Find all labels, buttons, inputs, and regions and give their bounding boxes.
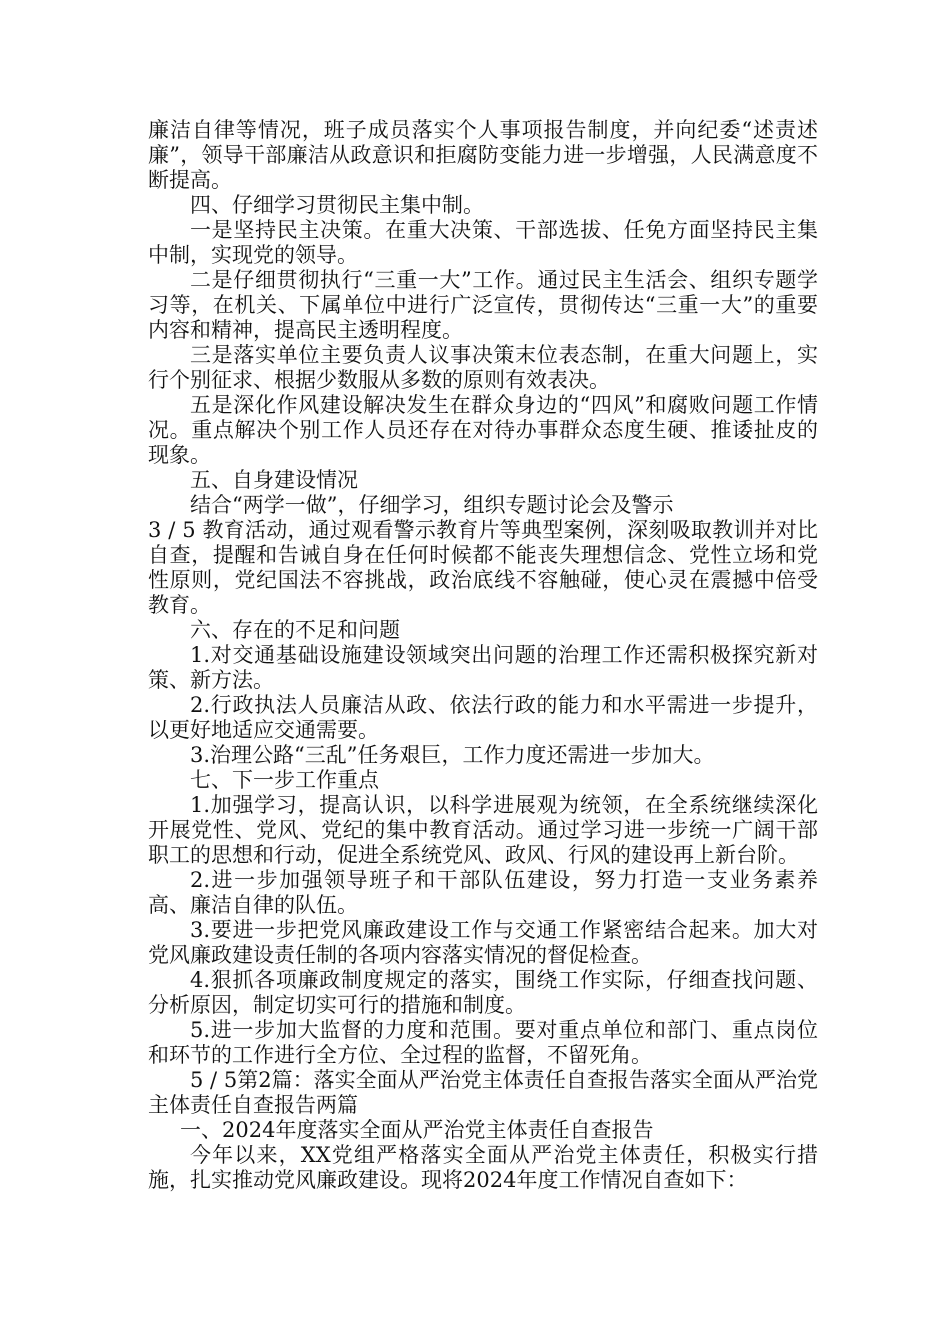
paragraph: 一是坚持民主决策。在重大决策、干部选拔、任免方面坚持民主集中制，实现党的领导。: [148, 218, 818, 267]
list-item: 5.进一步加大监督的力度和范围。要对重点单位和部门、重点岗位和环节的工作进行全方位、全过程的监督，不留死角。: [148, 1018, 818, 1067]
paragraph: 今年以来，XX党组严格落实全面从严治党主体责任，积极实行措施，扎实推动党风廉政建设。现将2024年度工作情况自查如下：: [148, 1143, 818, 1192]
list-item: 3.治理公路“三乱”任务艰巨，工作力度还需进一步加大。: [190, 743, 715, 767]
paragraph: 三是落实单位主要负责人议事决策末位表态制，在重大问题上，实行个别征求、根据少数服从多数的原则有效表决。: [148, 343, 818, 392]
document-body: [148, 118, 818, 1193]
section-heading: 七、下一步工作重点: [190, 768, 379, 792]
paragraph: 3 / 5 教育活动，通过观看警示教育片等典型案例，深刻吸取教训并对比自查，提醒和告诫自身在任何时候都不能丧失理想信念、党性立场和党性原则，党纪国法不容挑战，政治底线不容触碰，使心灵在震撼中倍受教育。: [148, 518, 818, 617]
section-heading: 四、仔细学习贯彻民主集中制。: [190, 193, 484, 217]
list-item: 1.对交通基础设施建设领域突出问题的治理工作还需积极探究新对策、新方法。: [148, 643, 818, 692]
paragraph: 五是深化作风建设解决发生在群众身边的“四风”和腐败问题工作情况。重点解决个别工作人员还存在对待办事群众态度生硬、推诿扯皮的现象。: [148, 393, 818, 467]
section-heading: 一、2024年度落实全面从严治党主体责任自查报告: [180, 1118, 654, 1142]
list-item: 4.狠抓各项廉政制度规定的落实，围绕工作实际，仔细查找问题、分析原因，制定切实可行的措施和制度。: [148, 968, 818, 1017]
paragraph: 二是仔细贯彻执行“三重一大”工作。通过民主生活会、组织专题学习等，在机关、下属单位中进行广泛宣传，贯彻传达“三重一大”的重要内容和精神，提高民主透明程度。: [148, 268, 818, 342]
section-heading: 六、存在的不足和问题: [190, 618, 400, 642]
list-item: 2.行政执法人员廉洁从政、依法行政的能力和水平需进一步提升，以更好地适应交通需要。: [148, 693, 818, 742]
list-item: 3.要进一步把党风廉政建设工作与交通工作紧密结合起来。加大对党风廉政建设责任制的各项内容落实情况的督促检查。: [148, 918, 818, 967]
section-heading: 五、自身建设情况: [190, 468, 358, 492]
paragraph: 结合“两学一做”，仔细学习，组织专题讨论会及警示: [190, 493, 674, 517]
list-item: 1.加强学习，提高认识，以科学进展观为统领，在全系统继续深化开展党性、党风、党纪的集中教育活动。通过学习进一步统一广阔干部职工的思想和行动，促进全系统党风、政风、行风的建设再上新台阶。: [148, 793, 818, 867]
list-item: 2.进一步加强领导班子和干部队伍建设，努力打造一支业务素养高、廉洁自律的队伍。: [148, 868, 818, 917]
paragraph: 廉洁自律等情况，班子成员落实个人事项报告制度，并向纪委“述责述廉”，领导干部廉洁从政意识和拒腐防变能力进一步增强，人民满意度不断提高。: [148, 118, 818, 192]
paragraph: 5 / 5第2篇：落实全面从严治党主体责任自查报告落实全面从严治党主体责任自查报告两篇: [148, 1068, 818, 1117]
